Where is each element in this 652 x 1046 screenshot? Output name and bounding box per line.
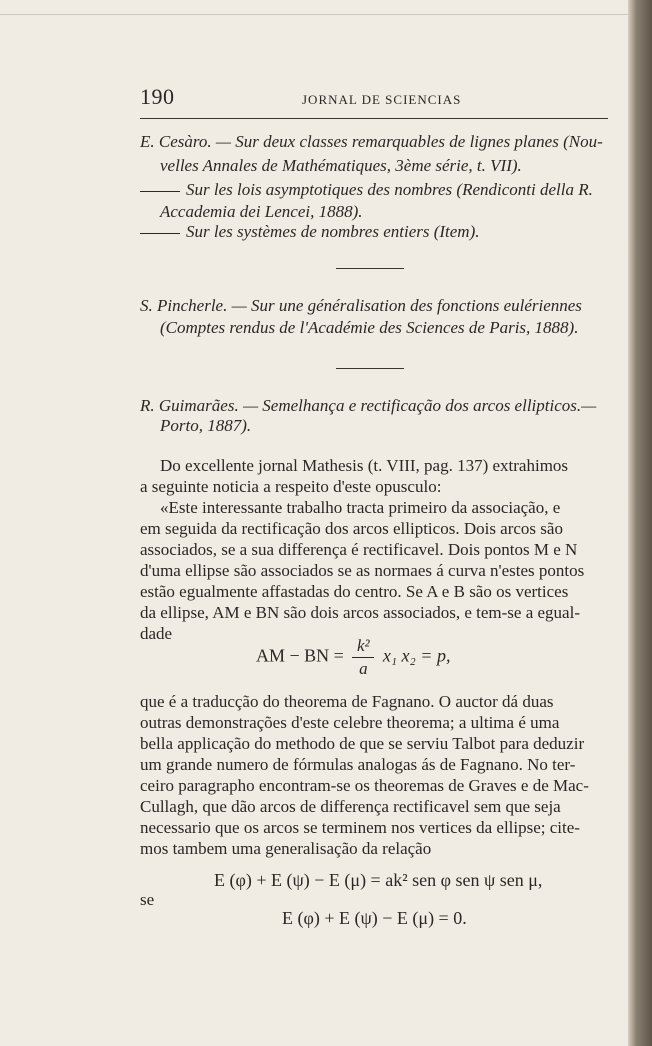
body-line: a seguinte noticia a respeito d'este opusculo: (140, 477, 442, 496)
body-line: um grande numero de fórmulas analogas ás de Fagnano. No ter- (140, 755, 576, 774)
formula-fagnano (256, 636, 450, 679)
cesaro-line-3: Sur les lois asymptotiques des nombres (Rendiconti della R. (140, 180, 593, 200)
cesaro-line-5: Sur les systèmes de nombres entiers (Item). (140, 222, 480, 242)
formula-fraction (352, 636, 374, 679)
fraction-denominator: a (359, 659, 368, 678)
fraction-numerator: k² (356, 636, 370, 655)
body-line: Cullagh, que dão arcos de differença rectificavel sem que seja (140, 797, 561, 816)
cesaro-line-4: Accademia dei Lencei, 1888). (160, 202, 363, 221)
body-line: Do excellente jornal Mathesis (t. VIII, pag. 137) extrahimos (160, 456, 569, 475)
body-line: d'uma ellipse são associados se as normaes á curva n'estes pontos (140, 561, 585, 580)
ditto-dash (140, 233, 180, 234)
header-rule (140, 118, 608, 119)
section-separator (336, 368, 404, 369)
formula-generalisation: E (φ) + E (ψ) − E (μ) = ak² sen φ sen ψ sen μ, (214, 870, 543, 890)
body-line: necessario que os arcos se terminem nos vertices da ellipse; cite- (140, 818, 580, 837)
cesaro-line-1: E. Cesàro. — Sur deux classes remarquables de lignes planes (Nou- (140, 132, 603, 151)
formula-lhs: AM − BN = (256, 645, 344, 666)
se-word: se (140, 890, 155, 909)
cesaro-line-2: velles Annales de Mathématiques, 3ème série, t. VII). (160, 156, 522, 175)
pincherle-line-1: S. Pincherle. — Sur une généralisation des fonctions eulériennes (140, 296, 582, 315)
body-line: dade (140, 624, 173, 643)
body-line: bella applicação do methodo de que se serviu Talbot para deduzir (140, 734, 585, 753)
page-top-edge-line (0, 14, 628, 15)
body-line: outras demonstrações d'este celebre theorema; a ultima é uma (140, 713, 560, 732)
body-line: mos tambem uma generalisação da relação (140, 839, 432, 858)
body-line: da ellipse, AM e BN são dois arcos associados, e tem-se a egual- (140, 603, 580, 622)
pincherle-line-2: (Comptes rendus de l'Académie des Sciences de Paris, 1888). (160, 318, 579, 337)
body-line: em seguida da rectificação dos arcos ellipticos. Dois arcos são (140, 519, 563, 538)
formula-rhs: x₁ x₂ = p, (382, 645, 451, 666)
body-line: estão egualmente affastadas do centro. Se A e B são os vertices (140, 582, 569, 601)
page-number: 190 (140, 84, 175, 109)
guimaraes-line-2: Porto, 1887). (160, 416, 252, 435)
body-line: «Este interessante trabalho tracta primeiro da associação, e (160, 498, 561, 517)
guimaraes-line-1: R. Guimarães. — Semelhança e rectificação dos arcos ellipticos.— (140, 396, 597, 415)
body-line: ceiro paragrapho encontram-se os theoremas de Graves e de Mac- (140, 776, 589, 795)
ditto-dash (140, 191, 180, 192)
book-spine-edge (628, 0, 652, 1046)
formula-condition: E (φ) + E (ψ) − E (μ) = 0. (282, 908, 467, 928)
fraction-bar (352, 657, 374, 658)
body-line: associados, se a sua differença é rectificavel. Dois pontos M e N (140, 540, 578, 559)
body-line: que é a traducção do theorema de Fagnano. O auctor dá duas (140, 692, 554, 711)
running-head: JORNAL DE SCIENCIAS (302, 92, 462, 107)
section-separator (336, 268, 404, 269)
